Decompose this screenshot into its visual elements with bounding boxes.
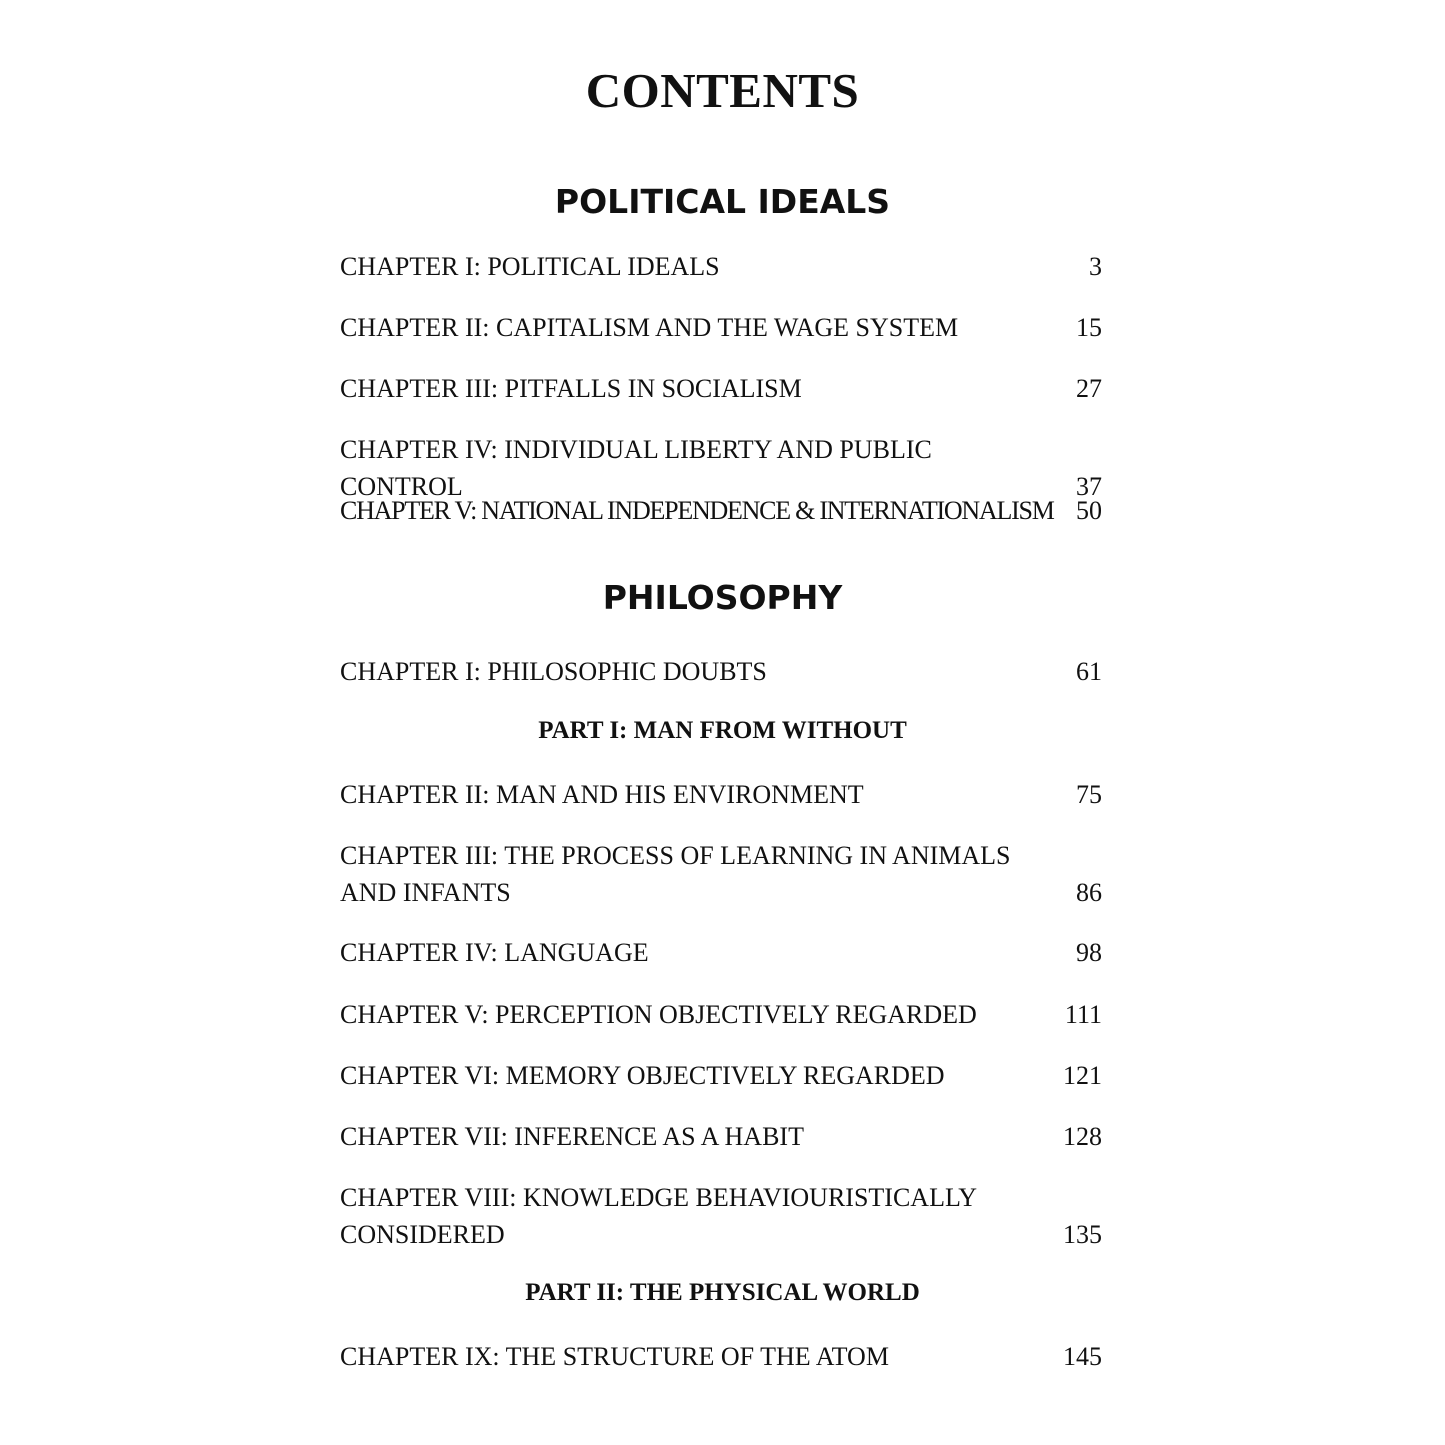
part-heading-man-from-without: PART I: MAN FROM WITHOUT [538,717,907,744]
toc-entry-page: 145 [1063,1342,1102,1371]
toc-entry[interactable] [340,934,1104,971]
part-heading-physical-world: PART II: THE PHYSICAL WORLD [525,1279,920,1306]
toc-entry-page: 98 [1076,938,1102,967]
toc-entry-label: CHAPTER I: POLITICAL IDEALS [340,252,720,281]
toc-entry[interactable] [340,996,1104,1033]
toc-entry-label: CHAPTER II: CAPITALISM AND THE WAGE SYSTEM [340,313,959,342]
toc-entry-page: 111 [1064,1000,1102,1029]
toc-entry-page: 75 [1076,780,1102,809]
toc-entry[interactable] [340,776,1104,813]
toc-entry-page: 61 [1076,657,1102,686]
toc-entry-page: 37 [1076,472,1102,501]
toc-entry-label: CHAPTER VI: MEMORY OBJECTIVELY REGARDED [340,1061,945,1090]
toc-entry-page: 135 [1063,1220,1102,1249]
toc-entry[interactable] [340,309,1104,346]
toc-entry-label: CHAPTER IV: INDIVIDUAL LIBERTY AND PUBLIC CONTROL [340,435,932,501]
toc-entry-page: 27 [1076,374,1102,403]
page-title: CONTENTS [585,63,860,118]
toc-entry-page: 128 [1063,1122,1102,1151]
toc-entry-page: 121 [1063,1061,1102,1090]
toc-entry-label: CHAPTER V: PERCEPTION OBJECTIVELY REGARDED [340,1000,977,1029]
section-heading-philosophy: PHILOSOPHY [602,578,843,617]
toc-entry[interactable] [340,837,1104,911]
toc-entry[interactable] [340,1057,1104,1094]
toc-entry-label: CHAPTER III: THE PROCESS OF LEARNING IN ANIMALS AND INFANTS [340,841,1011,907]
toc-entry-label: CHAPTER III: PITFALLS IN SOCIALISM [340,374,802,403]
toc-entry-page: 15 [1076,313,1102,342]
toc-entry[interactable] [340,653,1104,690]
section-heading-political-ideals: POLITICAL IDEALS [554,182,891,221]
toc-entry-label: CHAPTER V: NATIONAL INDEPENDENCE & INTERNATIONALISM [340,496,1054,525]
toc-entry-label: CHAPTER II: MAN AND HIS ENVIRONMENT [340,780,864,809]
toc-entry-label: CHAPTER I: PHILOSOPHIC DOUBTS [340,657,767,686]
toc-entry[interactable] [340,1118,1104,1155]
toc-entry-page: 50 [1076,496,1102,525]
toc-entry-label: CHAPTER VIII: KNOWLEDGE BEHAVIOURISTICALLY CONSIDERED [340,1183,977,1249]
toc-entry-page: 3 [1089,252,1102,281]
toc-entry[interactable] [340,1179,1104,1253]
toc-entry[interactable] [340,248,1104,285]
toc-entry-label: CHAPTER IX: THE STRUCTURE OF THE ATOM [340,1342,889,1371]
toc-entry[interactable] [340,492,1104,529]
toc-entry-label: CHAPTER IV: LANGUAGE [340,938,649,967]
toc-entry-page: 86 [1076,878,1102,907]
toc-entry[interactable] [340,370,1104,407]
toc-entry[interactable] [340,1338,1104,1375]
toc-entry-label: CHAPTER VII: INFERENCE AS A HABIT [340,1122,804,1151]
